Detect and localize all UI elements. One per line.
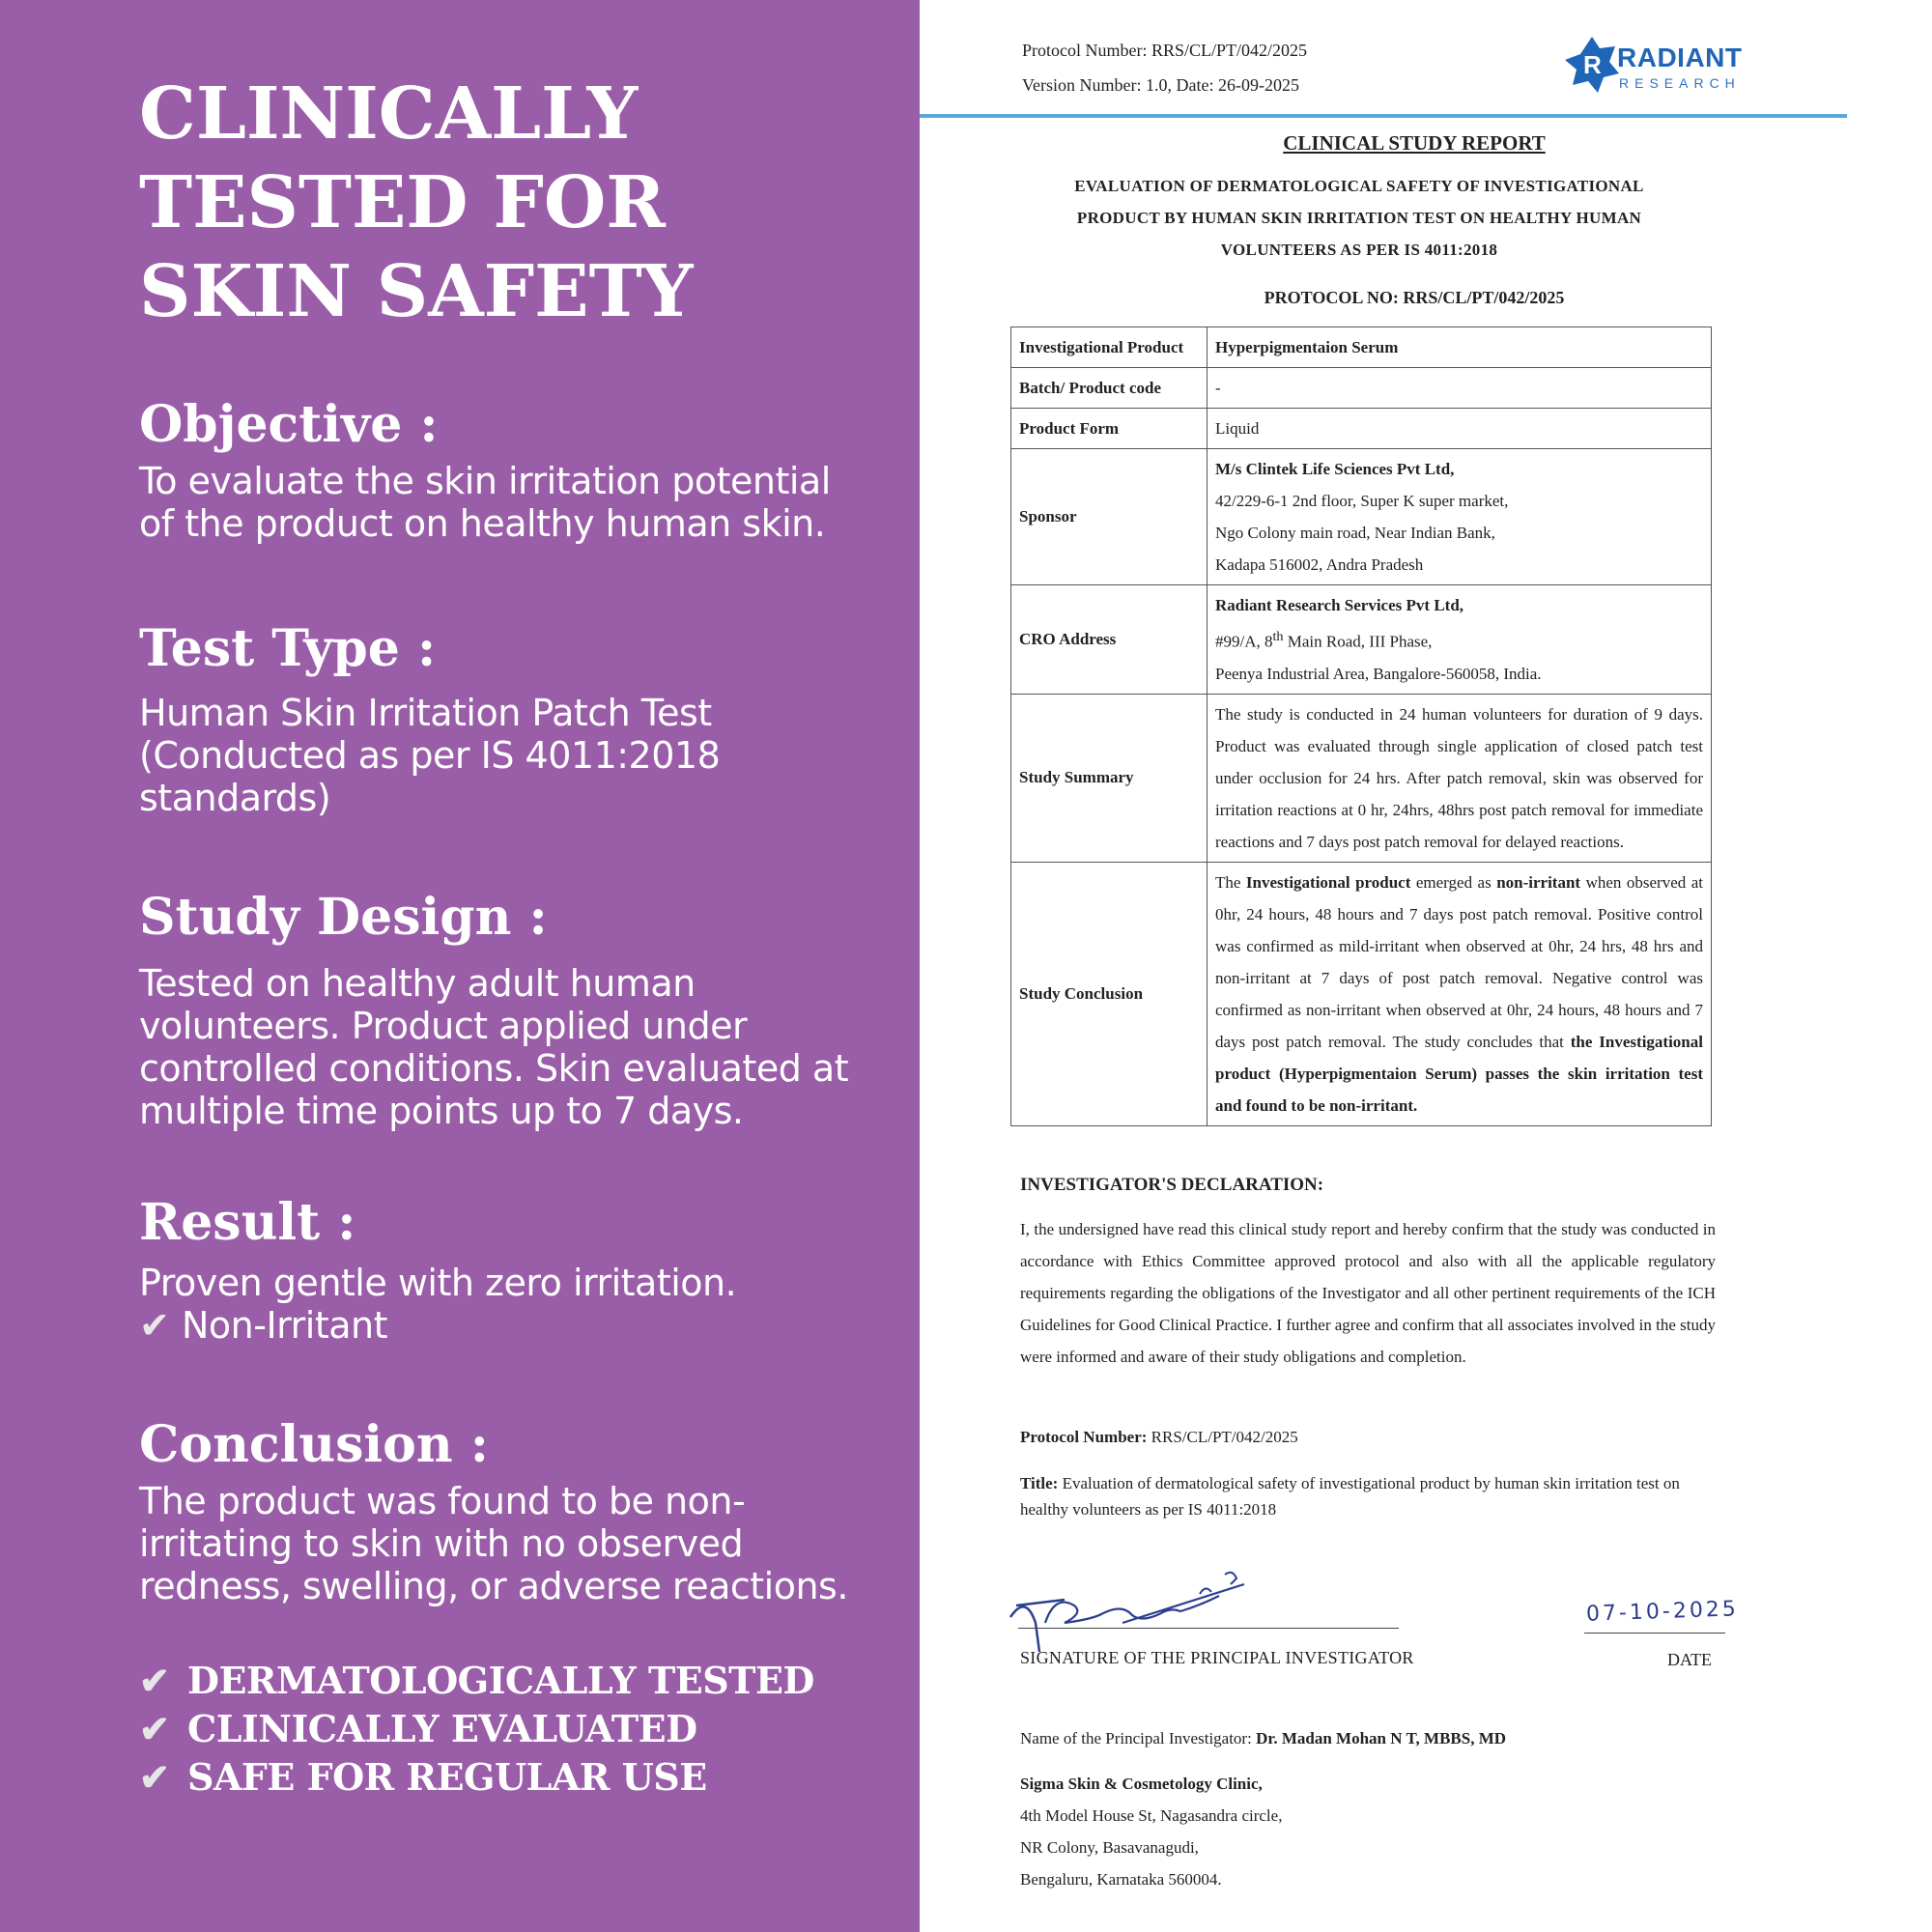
protocol-header: Protocol Number: RRS/CL/PT/042/2025 [1022, 41, 1308, 60]
logo-name: RADIANT [1617, 43, 1743, 72]
study-design-body: Tested on healthy adult human volunteers. Product applied under controlled conditions. Skin evaluated at multiple time points up to 7 days. [139, 962, 849, 1132]
table-row [1011, 862, 1712, 1125]
label-product-form: Product Form [1011, 409, 1208, 449]
label-study-conclusion: Study Conclusion [1011, 862, 1208, 1125]
objective-body: To evaluate the skin irritation potential of the product on healthy human skin. [139, 460, 831, 545]
result-text: Proven gentle with zero irritation. [139, 1262, 737, 1304]
clinical-report-document [920, 0, 1932, 1932]
declaration-protocol: Protocol Number: RRS/CL/PT/042/2025 [1020, 1428, 1298, 1446]
checkmark-icon: ✔ [139, 1707, 170, 1750]
study-info-table [1010, 327, 1712, 1126]
checkmark-icon: ✔ [139, 1659, 170, 1702]
table-row [1011, 694, 1712, 862]
checkmark-icon: ✔ [139, 1304, 170, 1347]
badge-dermatologically-tested: ✔ DERMATOLOGICALLY TESTED [139, 1659, 814, 1702]
badge-clinically-evaluated: ✔ CLINICALLY EVALUATED [139, 1707, 697, 1750]
header-divider [920, 114, 1847, 118]
promo-panel [0, 0, 920, 1932]
label-investigational-product: Investigational Product [1011, 327, 1208, 368]
value-study-conclusion: The Investigational product emerged as non-irritant when observed at 0hr, 24 hours, 48 hours and 7 days post patch removal. Positive control was confirmed as mild-irritant when observed at 0hr, 24 hrs, 48 hrs and non-irritant at 7 days of post patch removal. Negative control was confirmed as non-irritant when observed at 0hr, 24 hours, 48 hours and 7 days post patch removal. The study concludes that the Investigational product (Hyperpigmentaion Serum) passes the skin irritation test and found to be non-irritant. [1208, 862, 1712, 1125]
table-row [1011, 449, 1712, 585]
label-study-summary: Study Summary [1011, 694, 1208, 862]
table-row [1011, 585, 1712, 695]
badge-safe-regular-use: ✔ SAFE FOR REGULAR USE [139, 1755, 707, 1799]
label-batch: Batch/ Product code [1011, 368, 1208, 409]
test-type-heading: Test Type : [139, 619, 437, 678]
report-title: CLINICAL STUDY REPORT [1283, 131, 1546, 155]
value-cro-address: Radiant Research Services Pvt Ltd, #99/A, 8th Main Road, III Phase, Peenya Industrial Area, Bangalore-560058, India. [1208, 585, 1712, 695]
label-cro-address: CRO Address [1011, 585, 1208, 695]
table-row [1011, 327, 1712, 368]
report-subtitle: EVALUATION OF DERMATOLOGICAL SAFETY OF INVESTIGATIONAL PRODUCT BY HUMAN SKIN IRRITATION TEST ON HEALTHY HUMAN VOLUNTEERS AS PER IS 4011:2018 [1074, 177, 1644, 259]
protocol-no: PROTOCOL NO: RRS/CL/PT/042/2025 [1264, 288, 1565, 307]
investigator-signature [1007, 1555, 1258, 1662]
non-irritant-label: Non-Irritant [182, 1304, 387, 1347]
table-row [1011, 368, 1712, 409]
conclusion-body: The product was found to be non-irritating to skin with no observed redness, swelling, or adverse reactions. [139, 1480, 848, 1607]
clinic-address: Sigma Skin & Cosmetology Clinic, 4th Model House St, Nagasandra circle, NR Colony, Basavanagudi, Bengaluru, Karnataka 560004. [1020, 1775, 1283, 1889]
declaration-title: Title: Evaluation of dermatological safety of investigational product by human skin irritation test on healthy volunteers as per IS 4011:2018 [1020, 1474, 1680, 1519]
svg-text:R: R [1583, 50, 1602, 79]
value-study-summary: The study is conducted in 24 human volunteers for duration of 9 days. Product was evaluated through single application of closed patch test under occlusion for 24 hrs. After patch removal, skin was observed for irritation reactions at 0 hr, 24hrs, 48hrs post patch removal for immediate reactions and 7 days post patch removal for delayed reactions. [1208, 694, 1712, 862]
date-line [1584, 1633, 1725, 1634]
value-batch: - [1208, 368, 1712, 409]
value-investigational-product: Hyperpigmentaion Serum [1208, 327, 1712, 368]
study-design-heading: Study Design : [139, 888, 548, 947]
value-sponsor: M/s Clintek Life Sciences Pvt Ltd, 42/229-6-1 2nd floor, Super K super market, Ngo Colony main road, Near Indian Bank, Kadapa 516002, Andra Pradesh [1208, 449, 1712, 585]
logo-subtitle: RESEARCH [1619, 75, 1741, 91]
objective-heading: Objective : [139, 395, 439, 454]
date-label: DATE [1667, 1650, 1712, 1669]
test-type-body: Human Skin Irritation Patch Test (Conducted as per IS 4011:2018 standards) [139, 692, 721, 819]
signature-label: SIGNATURE OF THE PRINCIPAL INVESTIGATOR [1020, 1648, 1414, 1667]
declaration-heading: INVESTIGATOR'S DECLARATION: [1020, 1175, 1324, 1195]
handwritten-date: 07-10-2025 [1585, 1597, 1740, 1627]
declaration-body: I, the undersigned have read this clinical study report and hereby confirm that the study was conducted in accordance with Ethics Committee approved protocol and also with all the applicable regulatory requirements regarding the obligations of the Investigator and all other pertinent requirements of the ICH Guidelines for Good Clinical Practice. I further agree and confirm that all associates involved in the study were informed and aware of their study obligations and completion. [1020, 1220, 1716, 1366]
table-row [1011, 409, 1712, 449]
value-product-form: Liquid [1208, 409, 1712, 449]
label-sponsor: Sponsor [1011, 449, 1208, 585]
hero-title: CLINICALLY TESTED FOR SKIN SAFETY [139, 72, 694, 333]
investigator-name: Name of the Principal Investigator: Dr. Madan Mohan N T, MBBS, MD [1020, 1729, 1507, 1747]
checkmark-icon: ✔ [139, 1755, 170, 1799]
conclusion-heading: Conclusion : [139, 1415, 489, 1474]
result-heading: Result : [139, 1193, 356, 1252]
result-body [139, 1262, 873, 1347]
signature-line [1018, 1628, 1399, 1629]
version-header: Version Number: 1.0, Date: 26-09-2025 [1022, 75, 1299, 95]
